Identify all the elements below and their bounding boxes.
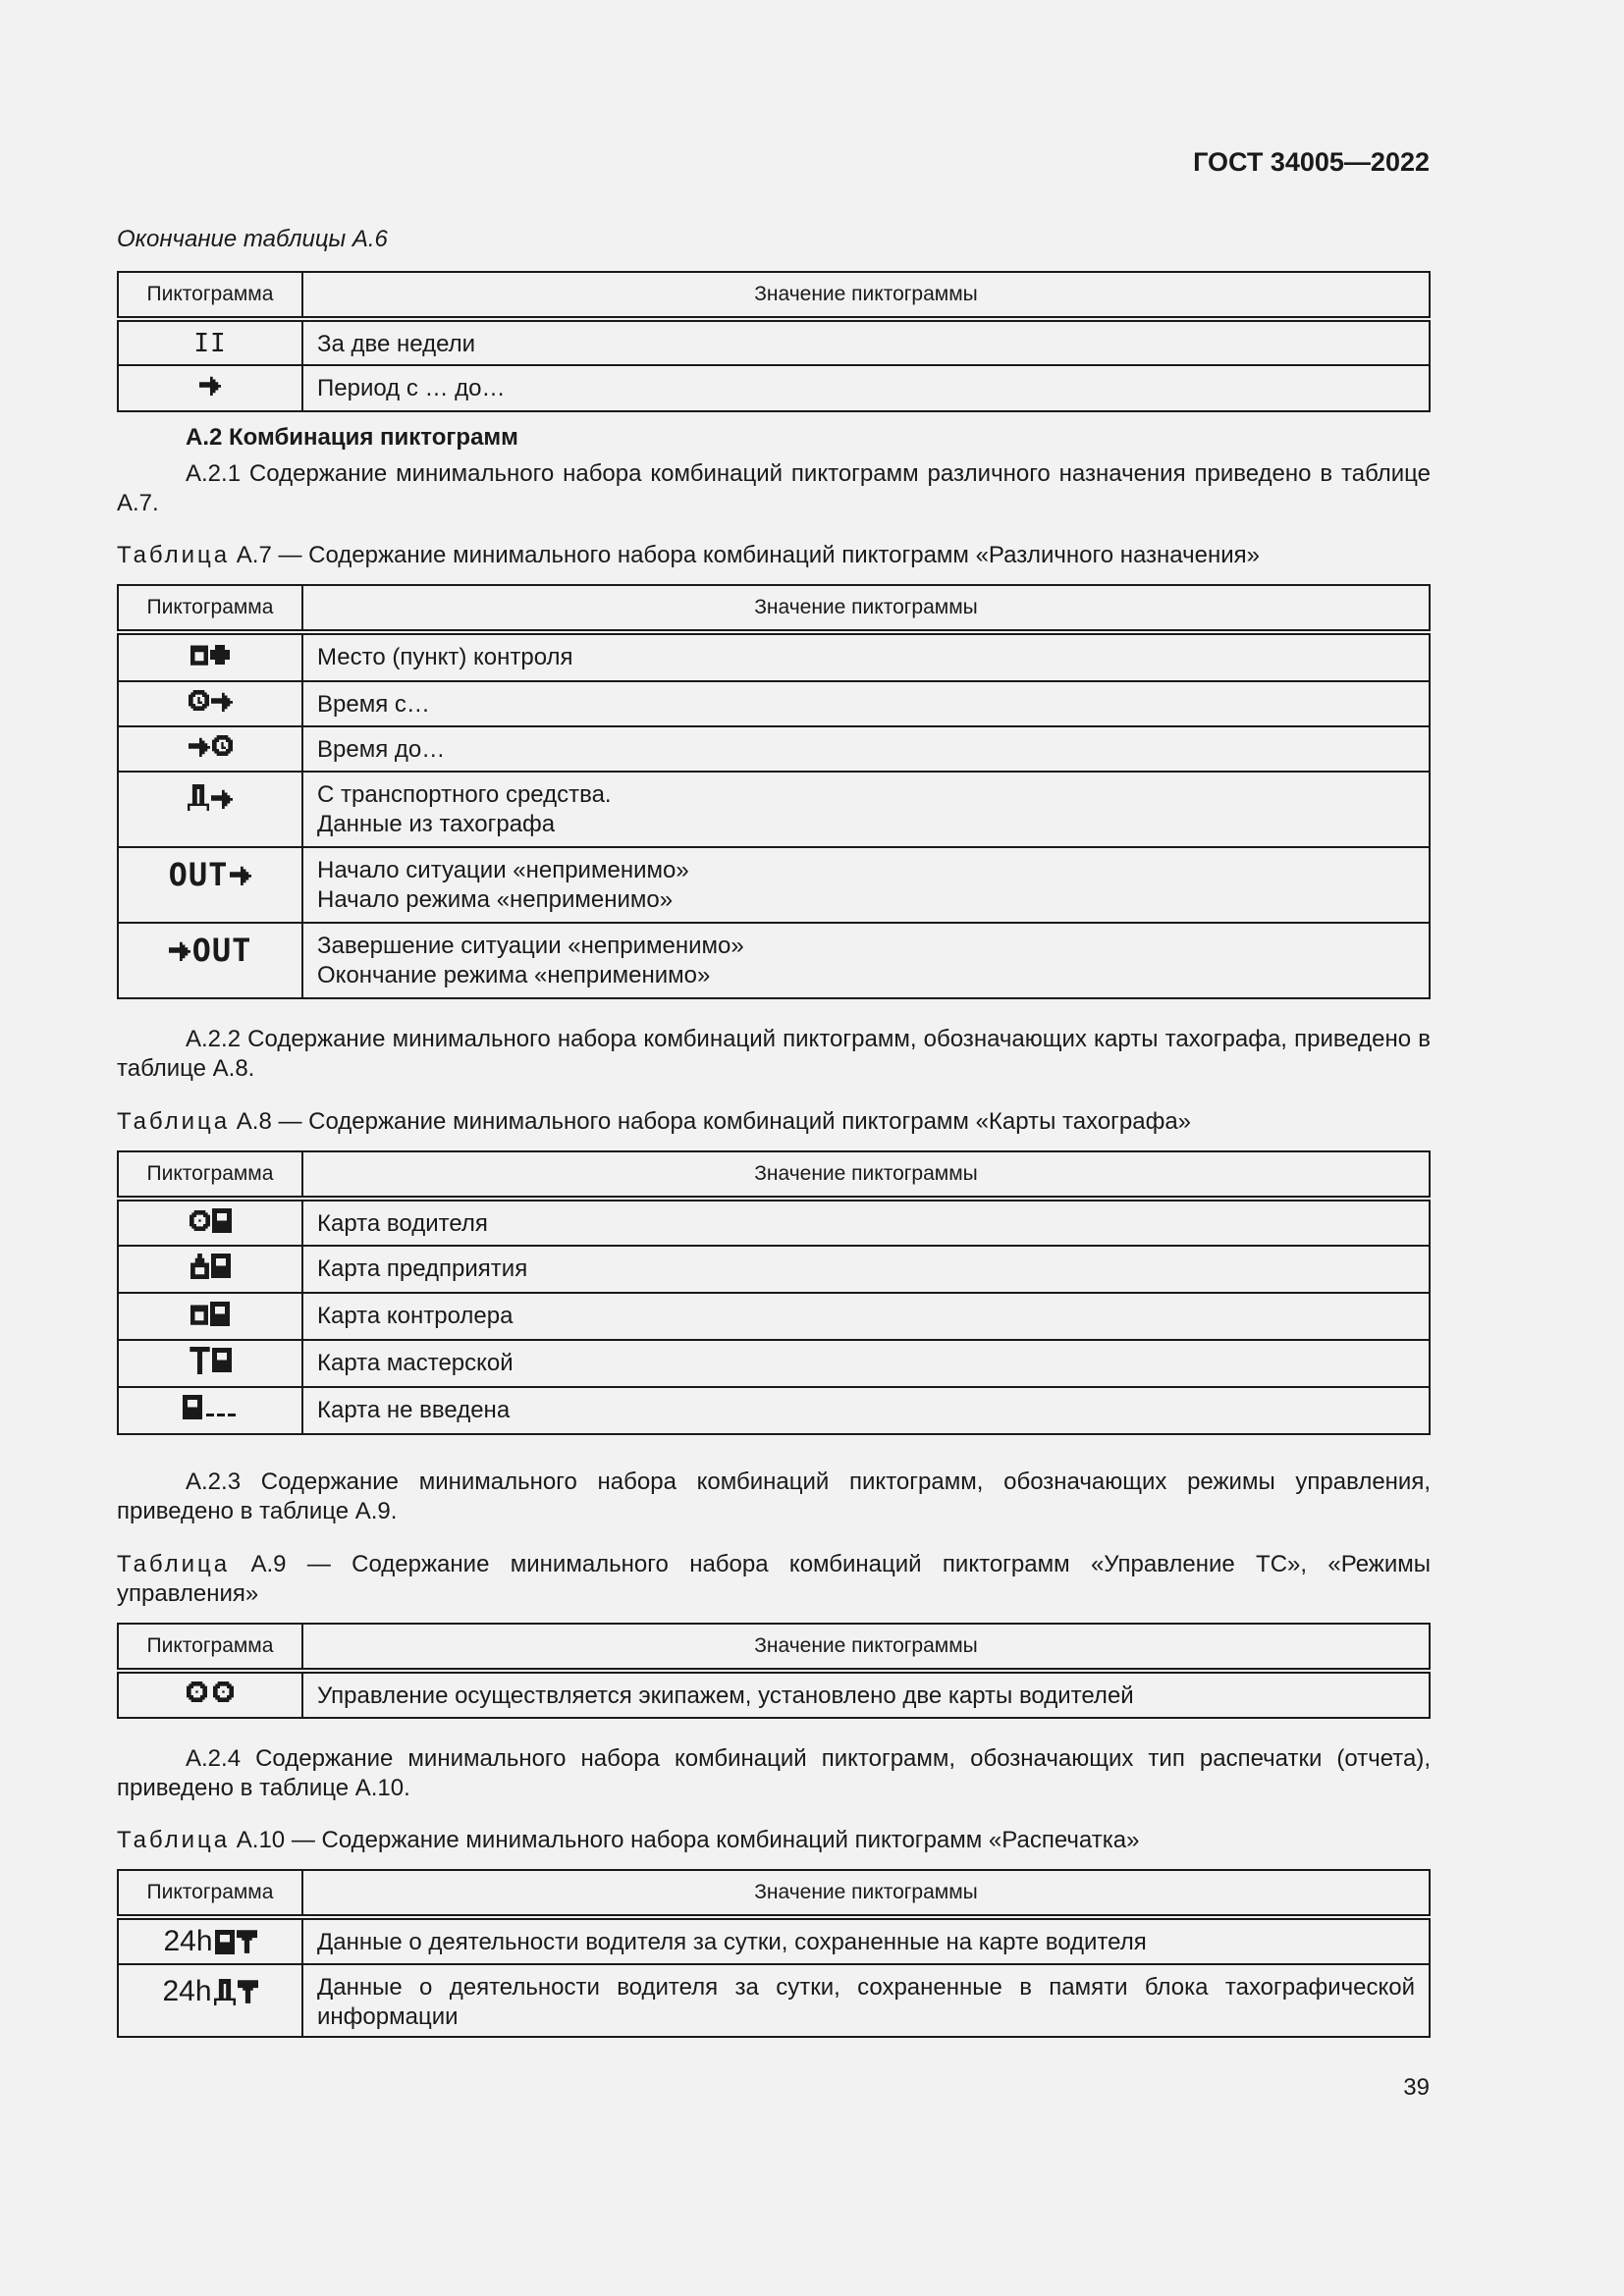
meaning-cell: Время до… <box>302 726 1430 772</box>
table-row <box>118 365 1430 411</box>
pictogram-cell <box>118 923 302 998</box>
pictogram-cell <box>118 1340 302 1387</box>
pictogram-cell <box>118 681 302 726</box>
printer-icon <box>237 1930 257 1953</box>
blob-icon <box>210 645 230 665</box>
table-row <box>118 1246 1430 1293</box>
pictogram-cell <box>118 1917 302 1964</box>
workshop-icon <box>189 1347 210 1374</box>
meaning-cell: Карта мастерской <box>302 1340 1430 1387</box>
table-row <box>118 923 1430 998</box>
table-caption-text: А.7 — Содержание минимального набора комбинаций пиктограмм «Различного назначения» <box>230 542 1260 568</box>
table-header-row <box>118 1151 1430 1199</box>
column-header-pictogram: Пиктограмма <box>118 1151 302 1199</box>
meaning-cell: Данные о деятельности водителя за сутки, сохраненные на карте водителя <box>302 1917 1430 1964</box>
column-header-pictogram: Пиктограмма <box>118 1624 302 1671</box>
column-header-meaning: Значение пиктограммы <box>302 1870 1430 1917</box>
table-header-row <box>118 1870 1430 1917</box>
vehicle-unit-icon <box>214 1979 236 2005</box>
paragraph-a23: А.2.3 Содержание минимального набора комбинаций пиктограмм, обозначающих режимы управления, приведено в таблице А.9. <box>117 1468 1431 1524</box>
card-icon <box>212 1348 232 1372</box>
table-header-row <box>118 1624 1430 1671</box>
meaning-cell: Карта не введена <box>302 1387 1430 1434</box>
meaning-cell <box>302 772 1430 847</box>
paragraph-a22: А.2.2 Содержание минимального набора комбинаций пиктограмм, обозначающих карты тахографа, приведено в таблице А.8. <box>117 1026 1431 1082</box>
column-header-meaning: Значение пиктограммы <box>302 1151 1430 1199</box>
pictogram-cell <box>118 1387 302 1434</box>
meaning-cell: Карта водителя <box>302 1199 1430 1246</box>
table-caption-text: А.10 — Содержание минимального набора комбинаций пиктограмм «Распечатка» <box>230 1827 1140 1853</box>
card-icon <box>212 1208 232 1233</box>
table-a8-caption <box>117 1107 1431 1137</box>
column-header-meaning: Значение пиктограммы <box>302 1624 1430 1671</box>
pictogram-cell <box>118 847 302 923</box>
table-a6-continuation-caption: Окончание таблицы А.6 <box>117 226 388 252</box>
pictogram-cell <box>118 319 302 365</box>
meaning-cell <box>302 847 1430 923</box>
table-a9-caption <box>117 1550 1431 1609</box>
pictogram-cell <box>118 632 302 681</box>
card-icon <box>210 1302 230 1326</box>
meaning-line: Начало ситуации «неприменимо» <box>317 857 689 883</box>
arrow-right-icon <box>169 939 190 961</box>
meaning-line: Завершение ситуации «неприменимо» <box>317 933 744 959</box>
meaning-cell: Управление осуществляется экипажем, установлено две карты водителей <box>302 1671 1430 1718</box>
out-icon-text: OUT <box>191 932 252 969</box>
arrow-right-icon <box>199 374 221 396</box>
meaning-cell: Данные о деятельности водителя за сутки, сохраненные в памяти блока тахографической информации <box>302 1964 1430 2037</box>
meaning-cell: Период с … до… <box>302 365 1430 411</box>
table-header-row <box>118 585 1430 632</box>
table-row <box>118 632 1430 681</box>
driver-icon <box>189 1210 210 1231</box>
table-label: Таблица <box>117 1827 231 1853</box>
card-icon <box>211 1254 231 1278</box>
pictogram-cell <box>118 365 302 411</box>
table-a7 <box>117 584 1431 999</box>
arrow-right-icon <box>230 864 251 885</box>
paragraph-a24: А.2.4 Содержание минимального набора комбинаций пиктограмм, обозначающих тип распечатки (отчета), приведено в таблице А.10. <box>117 1745 1431 1801</box>
meaning-cell: Время с… <box>302 681 1430 726</box>
table-row <box>118 847 1430 923</box>
table-caption-text: А.8 — Содержание минимального набора комбинаций пиктограмм «Карты тахографа» <box>230 1108 1192 1135</box>
24h-icon-text: 24h <box>162 1975 212 2007</box>
controller-icon <box>190 1303 208 1325</box>
out-icon-text: OUT <box>168 856 229 893</box>
table-row <box>118 1199 1430 1246</box>
table-row <box>118 1387 1430 1434</box>
section-heading-a2: А.2 Комбинация пиктограмм <box>186 424 518 451</box>
card-icon <box>183 1395 202 1419</box>
table-row <box>118 1671 1430 1718</box>
table-a10 <box>117 1869 1431 2038</box>
printer-icon <box>238 1980 258 2003</box>
table-header-row <box>118 272 1430 319</box>
column-header-pictogram: Пиктограмма <box>118 1870 302 1917</box>
arrow-right-icon <box>211 787 233 809</box>
pictogram-cell <box>118 1964 302 2037</box>
table-label: Таблица <box>117 542 231 568</box>
meaning-cell: Место (пункт) контроля <box>302 632 1430 681</box>
pictogram-cell <box>118 1199 302 1246</box>
table-row <box>118 1917 1430 1964</box>
clock-icon <box>189 690 209 711</box>
table-row <box>118 1293 1430 1340</box>
arrow-right-icon <box>211 690 233 712</box>
pictogram-cell <box>118 726 302 772</box>
column-header-meaning: Значение пиктограммы <box>302 272 1430 319</box>
table-caption-text: А.9 — Содержание минимального набора комбинаций пиктограмм «Управление ТС», «Режимы управления» <box>117 1551 1431 1607</box>
table-a6-end <box>117 271 1431 412</box>
pictogram-cell <box>118 772 302 847</box>
table-row <box>118 1964 1430 2037</box>
pictogram-cell <box>118 1246 302 1293</box>
meaning-cell: Карта предприятия <box>302 1246 1430 1293</box>
company-icon <box>190 1254 209 1279</box>
meaning-cell <box>302 923 1430 998</box>
table-label: Таблица <box>117 1551 231 1577</box>
meaning-line: С транспортного средства. <box>317 781 612 808</box>
table-a8 <box>117 1150 1431 1435</box>
table-row <box>118 319 1430 365</box>
table-row <box>118 726 1430 772</box>
column-header-pictogram: Пиктограмма <box>118 585 302 632</box>
table-a9 <box>117 1623 1431 1719</box>
table-a7-caption <box>117 541 1431 570</box>
column-header-pictogram: Пиктограмма <box>118 272 302 319</box>
meaning-line: Начало режима «неприменимо» <box>317 886 674 913</box>
pictogram-cell <box>118 1293 302 1340</box>
vehicle-unit-icon <box>188 784 209 811</box>
card-icon <box>215 1930 235 1954</box>
page-number: 39 <box>1403 2074 1430 2101</box>
two-weeks-icon-text: II <box>193 328 227 358</box>
pictogram-cell <box>118 1671 302 1718</box>
paragraph-a21: А.2.1 Содержание минимального набора комбинаций пиктограмм различного назначения приведено в таблице А.7. <box>117 460 1431 516</box>
driver-icon <box>213 1682 234 1702</box>
table-label: Таблица <box>117 1108 231 1135</box>
meaning-line: Окончание режима «неприменимо» <box>317 962 711 988</box>
table-row <box>118 772 1430 847</box>
meaning-cell: За две недели <box>302 319 1430 365</box>
document-id: ГОСТ 34005—2022 <box>1193 147 1430 177</box>
24h-icon-text: 24h <box>163 1925 213 1957</box>
driver-icon <box>187 1682 207 1702</box>
arrow-right-icon <box>189 735 210 757</box>
meaning-line: Данные из тахографа <box>317 811 556 837</box>
table-row <box>118 1340 1430 1387</box>
controller-icon <box>190 643 208 666</box>
meaning-cell: Карта контролера <box>302 1293 1430 1340</box>
clock-icon <box>212 735 233 756</box>
table-a10-caption <box>117 1826 1431 1855</box>
column-header-meaning: Значение пиктограммы <box>302 585 1430 632</box>
dashes-icon <box>204 1410 238 1419</box>
table-row <box>118 681 1430 726</box>
